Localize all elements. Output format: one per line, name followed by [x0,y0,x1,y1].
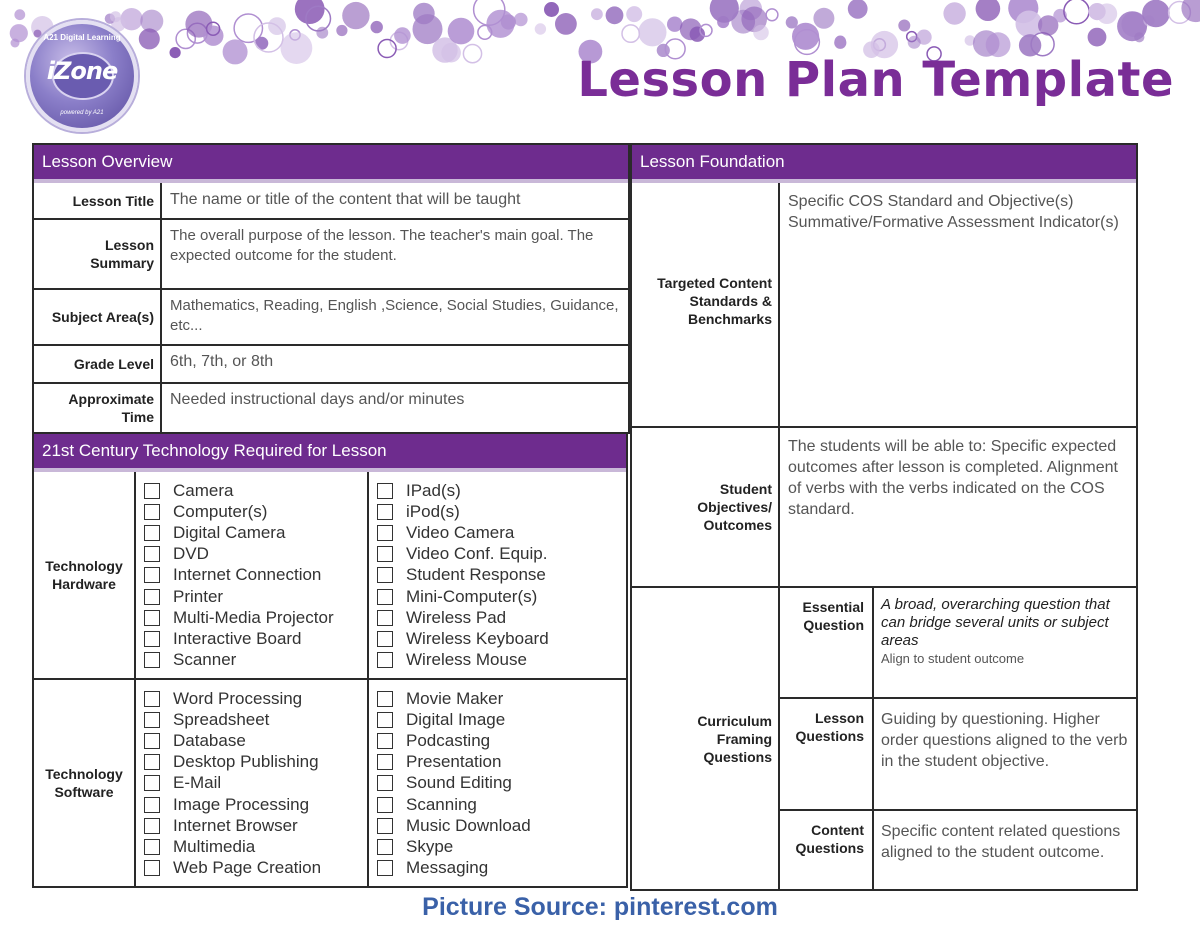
value-grade-level[interactable]: 6th, 7th, or 8th [170,353,274,370]
lesson-foundation-panel [630,143,1138,891]
checkbox[interactable] [144,754,160,770]
checkbox-item[interactable] [144,794,367,815]
checkbox[interactable] [144,546,160,562]
checkbox-label: iPod(s) [406,501,460,521]
checkbox-item[interactable] [144,858,367,879]
label-approximate-time: Approximate Time [34,384,162,432]
value-lesson-title[interactable]: The name or title of the content that will be taught [170,191,521,208]
checkbox[interactable] [377,631,393,647]
checkbox[interactable] [144,797,160,813]
row-objectives [632,428,1136,588]
checkbox-item[interactable] [377,752,626,773]
checkbox-item[interactable] [377,773,626,794]
value-lesson-summary[interactable]: The overall purpose of the lesson. The teacher's main goal. The expected outcome for the student. [170,227,594,264]
checkbox-label: Printer [173,586,224,606]
checkbox-item[interactable] [377,480,626,501]
checkbox-item[interactable] [144,650,367,671]
checkbox-label: Video Conf. Equip. [406,544,548,564]
bubble [281,32,313,64]
value-objectives[interactable]: The students will be able to: Specific expected outcomes after lesson is completed. Alignment of verbs with the verbs indicated on the COS standard. [788,438,1118,518]
bubble [1064,0,1089,24]
checkbox-item[interactable] [144,836,367,857]
bubble [638,18,666,46]
checkbox-label: Image Processing [173,794,310,814]
label-framing: Curriculum Framing Questions [632,588,780,889]
bubble [591,8,603,20]
checkbox[interactable] [377,483,393,499]
bubble [223,39,248,64]
checkbox[interactable] [144,733,160,749]
checkbox[interactable] [144,504,160,520]
label-lesson-title: Lesson Title [34,183,162,218]
checkbox[interactable] [377,610,393,626]
checkbox[interactable] [144,775,160,791]
software-col-1 [136,680,369,886]
checkbox[interactable] [377,589,393,605]
checkbox-item[interactable] [377,794,626,815]
checkbox-label: Database [173,730,246,750]
logo-main-text: iZone [46,57,118,85]
bubble [14,9,25,20]
row-content-questions [780,811,1136,889]
checkbox-item[interactable] [377,565,626,586]
checkbox-label: Digital Camera [173,522,286,542]
bubble [1097,3,1118,24]
software-row [34,680,626,886]
checkbox-item[interactable] [377,607,626,628]
label-subject-area: Subject Area(s) [34,290,162,344]
bubble [463,45,481,63]
bubble [486,10,514,38]
checkbox-item[interactable] [377,586,626,607]
bubble [908,36,921,49]
checkbox[interactable] [377,797,393,813]
bubble [10,24,28,42]
lesson-foundation-header: Lesson Foundation [632,145,1136,183]
checkbox-label: Camera [173,480,234,500]
checkbox[interactable] [144,567,160,583]
row-essential-question [780,588,1136,699]
checkbox[interactable] [377,567,393,583]
checkbox-item[interactable] [377,501,626,522]
checkbox-label: Wireless Keyboard [406,628,549,648]
checkbox-item[interactable] [144,628,367,649]
checkbox[interactable] [144,652,160,668]
bubble [690,27,705,42]
hardware-col-2 [369,472,626,678]
checkbox-item[interactable] [144,607,367,628]
checkbox-item[interactable] [377,858,626,879]
bubble [813,8,834,29]
hardware-label: Technology Hardware [34,472,136,678]
logo-top-text: A21 Digital Learning [43,33,121,42]
checkbox-label: IPad(s) [406,480,461,500]
bubble [848,0,868,19]
checkbox[interactable] [144,818,160,834]
checkbox-item[interactable] [144,480,367,501]
label-content-questions: Content Questions [780,811,874,889]
label-lesson-questions: Lesson Questions [780,699,874,809]
lesson-overview-panel [32,143,630,434]
checkbox-label: Desktop Publishing [173,752,319,772]
checkbox-label: Sound Editing [406,773,512,793]
label-grade-level: Grade Level [34,346,162,382]
value-standards[interactable]: Specific COS Standard and Objective(s) Summative/Formative Assessment Indicator(s) [788,193,1119,231]
checkbox-label: Internet Connection [173,565,322,585]
checkbox-item[interactable] [377,522,626,543]
bubble [792,23,819,50]
software-col-2 [369,680,626,886]
checkbox[interactable] [377,839,393,855]
label-standards: Targeted Content Standards & Benchmarks [632,183,780,426]
checkbox[interactable] [377,712,393,728]
label-objectives: Student Objectives/ Outcomes [632,428,780,586]
checkbox-item[interactable] [144,501,367,522]
value-content-questions[interactable]: Specific content related questions aligned to the student outcome. [881,823,1121,861]
checkbox[interactable] [377,652,393,668]
checkbox-label: Internet Browser [173,815,298,835]
checkbox-item[interactable] [377,836,626,857]
picture-source: Picture Source: pinterest.com [422,893,778,921]
checkbox-label: Web Page Creation [173,858,322,878]
checkbox-label: Wireless Pad [406,607,507,627]
checkbox-label: Mini-Computer(s) [406,586,538,606]
checkbox[interactable] [377,546,393,562]
izone-logo [26,20,138,132]
checkbox-label: Skype [406,836,454,856]
hardware-col-1 [136,472,369,678]
checkbox-item[interactable] [377,730,626,751]
row-standards [632,183,1136,428]
checkbox[interactable] [144,691,160,707]
checkbox[interactable] [377,754,393,770]
checkbox-item[interactable] [144,586,367,607]
bubble [441,43,461,63]
checkbox[interactable] [144,860,160,876]
bubble [139,28,160,49]
checkbox-label: Digital Image [406,709,506,729]
checkbox-item[interactable] [144,688,367,709]
checkbox-label: Podcasting [406,730,491,750]
value-lesson-questions[interactable]: Guiding by questioning. Higher order questions aligned to the verb in the student objective. [881,711,1128,770]
checkbox[interactable] [144,525,160,541]
checkbox-item[interactable] [377,709,626,730]
bubble [606,6,624,24]
checkbox-item[interactable] [377,544,626,565]
bubble [342,2,369,29]
framing-subtable [780,588,1136,889]
bubble [316,27,328,39]
checkbox[interactable] [144,589,160,605]
row-grade-level [34,346,628,384]
checkbox-item[interactable] [377,628,626,649]
checkbox-label: Interactive Board [173,628,302,648]
bubble [371,21,383,33]
row-lesson-questions [780,699,1136,811]
checkbox[interactable] [377,504,393,520]
bubble [943,2,965,24]
bubble [1181,0,1200,22]
checkbox-label: Movie Maker [406,688,504,708]
hardware-row [34,472,626,680]
checkbox-item[interactable] [144,522,367,543]
checkbox-label: Multimedia [173,836,256,856]
bubble [336,25,347,36]
logo-bottom-text: powered by A21 [60,110,104,116]
bubble [555,13,577,35]
bubble [295,0,325,24]
checkbox[interactable] [377,860,393,876]
checkbox[interactable] [144,712,160,728]
bubble [394,27,411,44]
essential-question-note: Align to student outcome [881,651,1025,666]
bubble [753,25,769,41]
label-essential-question: Essential Question [780,588,874,697]
essential-question-text: A broad, overarching question that can bridge several units or subject areas [881,596,1110,649]
row-framing [632,588,1136,889]
checkbox[interactable] [144,631,160,647]
bubble [448,18,475,45]
row-lesson-title [34,183,628,220]
checkbox[interactable] [377,818,393,834]
bubble [110,11,121,22]
checkbox[interactable] [377,775,393,791]
checkbox-item[interactable] [144,815,367,836]
checkbox-label: Messaging [406,858,489,878]
checkbox-label: E-Mail [173,773,222,793]
bubble [1088,28,1107,47]
row-approximate-time [34,384,628,432]
bubble [268,17,286,35]
bubble [170,47,181,58]
checkbox[interactable] [377,733,393,749]
checkbox-item[interactable] [144,773,367,794]
bubble [622,25,639,42]
bubble [976,0,1001,21]
lesson-overview-header: Lesson Overview [34,145,628,183]
checkbox-item[interactable] [144,565,367,586]
page-title: Lesson Plan Template [577,52,1174,108]
checkbox-label: Video Camera [406,522,515,542]
checkbox[interactable] [144,610,160,626]
checkbox[interactable] [144,839,160,855]
technology-header: 21st Century Technology Required for Lesson [34,434,626,472]
row-lesson-summary [34,220,628,290]
checkbox-label: Multi-Media Projector [173,607,334,627]
checkbox-item[interactable] [377,815,626,836]
checkbox-item[interactable] [377,650,626,671]
software-label: Technology Software [34,680,136,886]
bubble [898,20,910,32]
checkbox-item[interactable] [144,709,367,730]
bubble [544,2,559,17]
checkbox[interactable] [144,483,160,499]
checkbox-item[interactable] [144,544,367,565]
checkbox-item[interactable] [144,730,367,751]
bubble [766,9,778,21]
value-essential-question[interactable] [874,588,1136,697]
checkbox-label: Scanner [173,650,237,670]
label-lesson-summary: Lesson Summary [34,220,162,288]
bubble [1142,0,1170,27]
value-approximate-time[interactable]: Needed instructional days and/or minutes [170,391,465,408]
checkbox-item[interactable] [377,688,626,709]
checkbox-label: DVD [173,544,209,564]
checkbox-label: Spreadsheet [173,709,270,729]
technology-panel [32,432,628,888]
checkbox-label: Presentation [406,752,502,772]
bubble [514,13,528,27]
bubble [626,6,642,22]
checkbox-label: Student Response [406,565,546,585]
checkbox-label: Scanning [406,794,477,814]
checkbox[interactable] [377,691,393,707]
checkbox-item[interactable] [144,752,367,773]
checkbox-label: Computer(s) [173,501,268,521]
row-subject-area [34,290,628,346]
bubble [1134,32,1144,42]
bubble [535,23,546,34]
checkbox[interactable] [377,525,393,541]
checkbox-label: Wireless Mouse [406,650,527,670]
value-subject-area[interactable]: Mathematics, Reading, English ,Science, Social Studies, Guidance, etc... [170,297,619,334]
checkbox-label: Word Processing [173,688,303,708]
bubble [255,37,268,50]
checkbox-label: Music Download [406,815,531,835]
